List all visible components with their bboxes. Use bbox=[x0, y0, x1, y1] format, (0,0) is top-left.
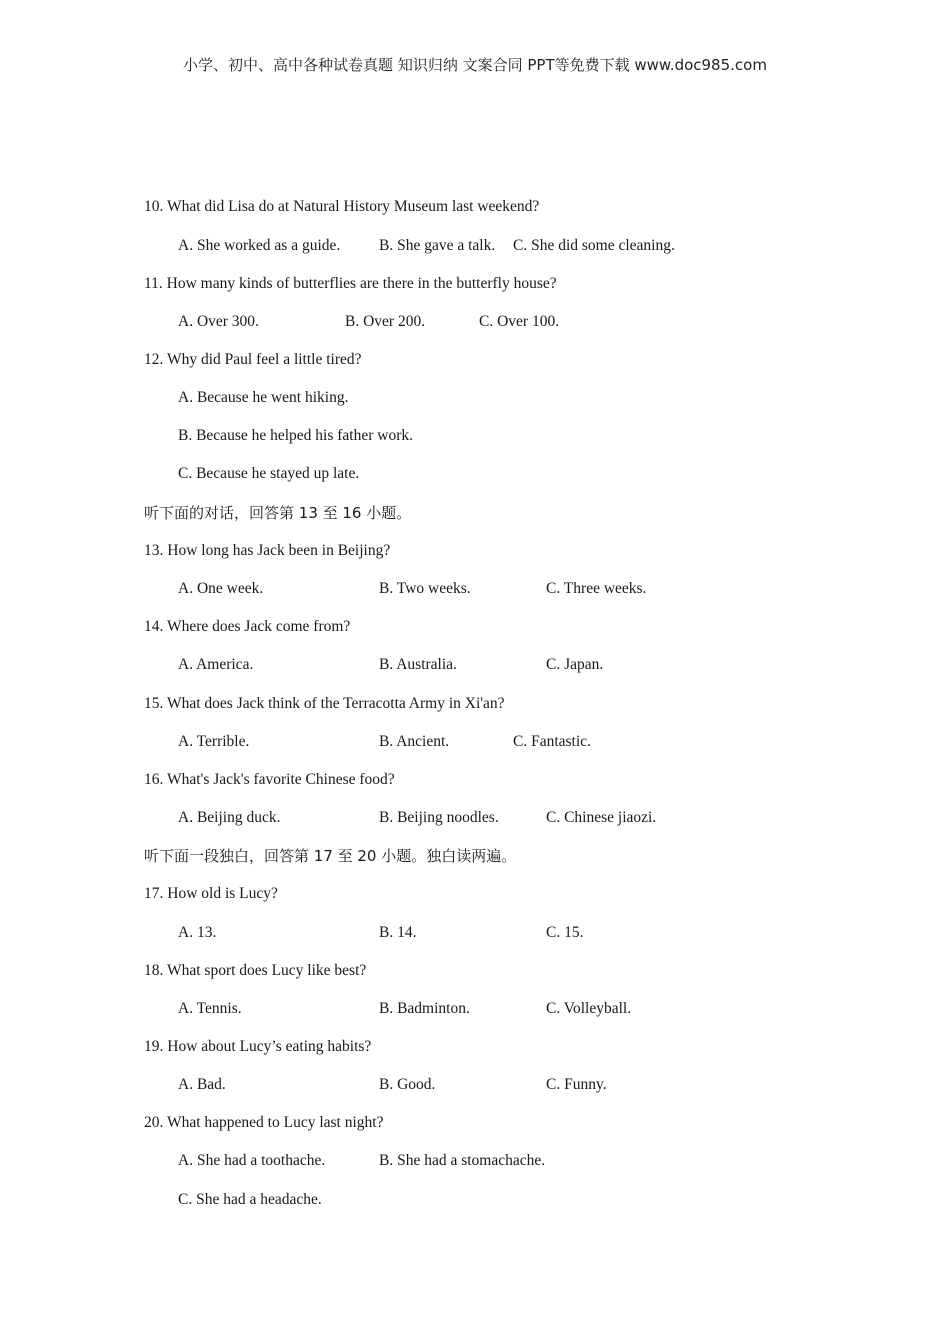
option-c: C. Japan. bbox=[546, 656, 604, 673]
option-a: A. She had a toothache. bbox=[178, 1152, 326, 1169]
option-a: A. Terrible. bbox=[178, 733, 250, 750]
question-10: 10. What did Lisa do at Natural History Museum last weekend? bbox=[144, 198, 540, 215]
option-a: A. Because he went hiking. bbox=[178, 389, 349, 406]
option-a: A. Over 300. bbox=[178, 313, 259, 330]
option-c: C. Over 100. bbox=[479, 313, 560, 330]
option-b: B. She gave a talk. bbox=[379, 237, 496, 254]
option-b: B. 14. bbox=[379, 924, 417, 941]
option-b: B. Because he helped his father work. bbox=[178, 427, 414, 444]
question-18: 18. What sport does Lucy like best? bbox=[144, 962, 367, 979]
option-b: B. Australia. bbox=[379, 656, 457, 673]
option-a: A. She worked as a guide. bbox=[178, 237, 341, 254]
question-17: 17. How old is Lucy? bbox=[144, 885, 278, 902]
option-c: C. Because he stayed up late. bbox=[178, 465, 360, 482]
option-a: A. Tennis. bbox=[178, 1000, 242, 1017]
option-b: B. Beijing noodles. bbox=[379, 809, 499, 826]
page-header: 小学、初中、高中各种试卷真题 知识归纳 文案合同 PPT等免费下载 www.doc985.com bbox=[183, 56, 767, 74]
option-b: B. She had a stomachache. bbox=[379, 1152, 546, 1169]
option-c: C. Fantastic. bbox=[513, 733, 591, 750]
option-c: C. She had a headache. bbox=[178, 1191, 322, 1208]
option-b: B. Over 200. bbox=[345, 313, 426, 330]
question-16: 16. What's Jack's favorite Chinese food? bbox=[144, 771, 395, 788]
option-c: C. Funny. bbox=[546, 1076, 607, 1093]
option-c: C. Volleyball. bbox=[546, 1000, 632, 1017]
question-12: 12. Why did Paul feel a little tired? bbox=[144, 351, 362, 368]
option-c: C. Three weeks. bbox=[546, 580, 647, 597]
option-b: B. Badminton. bbox=[379, 1000, 470, 1017]
question-14: 14. Where does Jack come from? bbox=[144, 618, 351, 635]
question-11: 11. How many kinds of butterflies are there in the butterfly house? bbox=[144, 275, 557, 292]
option-c: C. 15. bbox=[546, 924, 584, 941]
section-instruction: 听下面的对话，回答第 13 至 16 小题。 bbox=[144, 504, 412, 522]
option-a: A. Beijing duck. bbox=[178, 809, 281, 826]
section-instruction: 听下面一段独白，回答第 17 至 20 小题。独白读两遍。 bbox=[144, 847, 517, 865]
option-b: B. Ancient. bbox=[379, 733, 450, 750]
question-19: 19. How about Lucy’s eating habits? bbox=[144, 1038, 372, 1055]
option-a: A. 13. bbox=[178, 924, 217, 941]
question-15: 15. What does Jack think of the Terracotta Army in Xi'an? bbox=[144, 695, 505, 712]
option-a: A. One week. bbox=[178, 580, 264, 597]
option-a: A. Bad. bbox=[178, 1076, 226, 1093]
option-a: A. America. bbox=[178, 656, 254, 673]
option-b: B. Two weeks. bbox=[379, 580, 471, 597]
option-b: B. Good. bbox=[379, 1076, 436, 1093]
question-20: 20. What happened to Lucy last night? bbox=[144, 1114, 384, 1131]
option-c: C. Chinese jiaozi. bbox=[546, 809, 657, 826]
question-13: 13. How long has Jack been in Beijing? bbox=[144, 542, 391, 559]
option-c: C. She did some cleaning. bbox=[513, 237, 675, 254]
